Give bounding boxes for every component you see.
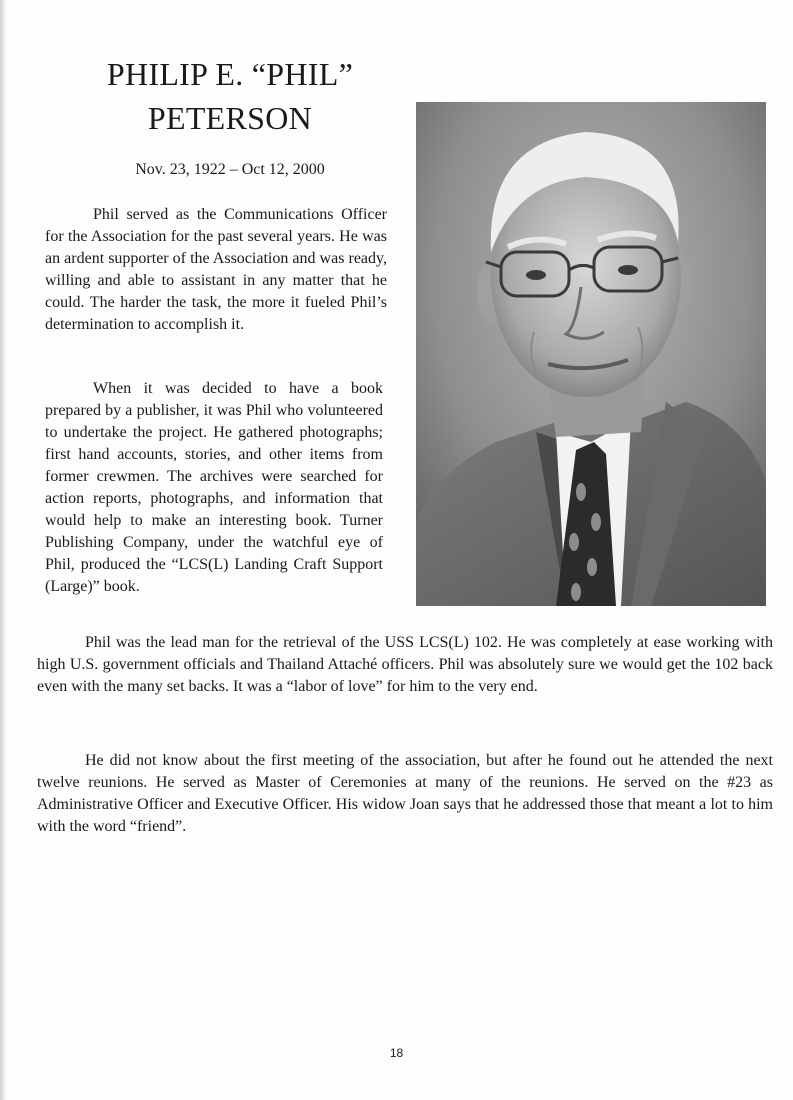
paragraph-book-project: When it was decided to have a book prepared by a publisher, it was Phil who volunteered to undertake the project. He gathered photographs; first hand accounts, stories, and other items from former crewmen. The archives were searched for action reports, photographs, and information that would help to make an interesting book. Turner Publishing Company, under the watchful eye of Phil, produced the “LCS(L) Landing Craft Support (Large)” book. <box>45 380 383 595</box>
title-line-1: PHILIP E. “PHIL” <box>106 56 354 92</box>
life-dates: Nov. 23, 1922 – Oct 12, 2000 <box>135 161 325 178</box>
page-number: 18 <box>389 1046 404 1060</box>
portrait-photo <box>416 102 766 606</box>
title-line-2: PETERSON <box>147 100 313 136</box>
paragraph-lcs-retrieval: Phil was the lead man for the retrieval of the USS LCS(L) 102. He was completely at ease working with high U.S. government officials and Thailand Attaché officers. Phil was absolutely sure we would get the 102 back even with the many set backs. It was a “labor of love” for him to the very end. <box>37 634 773 695</box>
page-edge-shadow <box>0 0 6 1100</box>
paragraph-reunions: He did not know about the first meeting of the association, but after he found out he attended the next twelve reunions. He served as Master of Ceremonies at many of the reunions. He served on the #23 as Administrative Officer and Executive Officer. His widow Joan says that he addressed those that meant a lot to him with the word “friend”. <box>37 752 773 835</box>
portrait-image <box>416 102 766 606</box>
paragraph-communications-officer: Phil served as the Communications Officer for the Association for the past several years. He was an ardent supporter of the Association and was ready, willing and able to assistant in any matter that he could. The harder the task, the more it fueled Phil’s determination to accomplish it. <box>45 206 387 333</box>
page-title <box>40 52 420 140</box>
